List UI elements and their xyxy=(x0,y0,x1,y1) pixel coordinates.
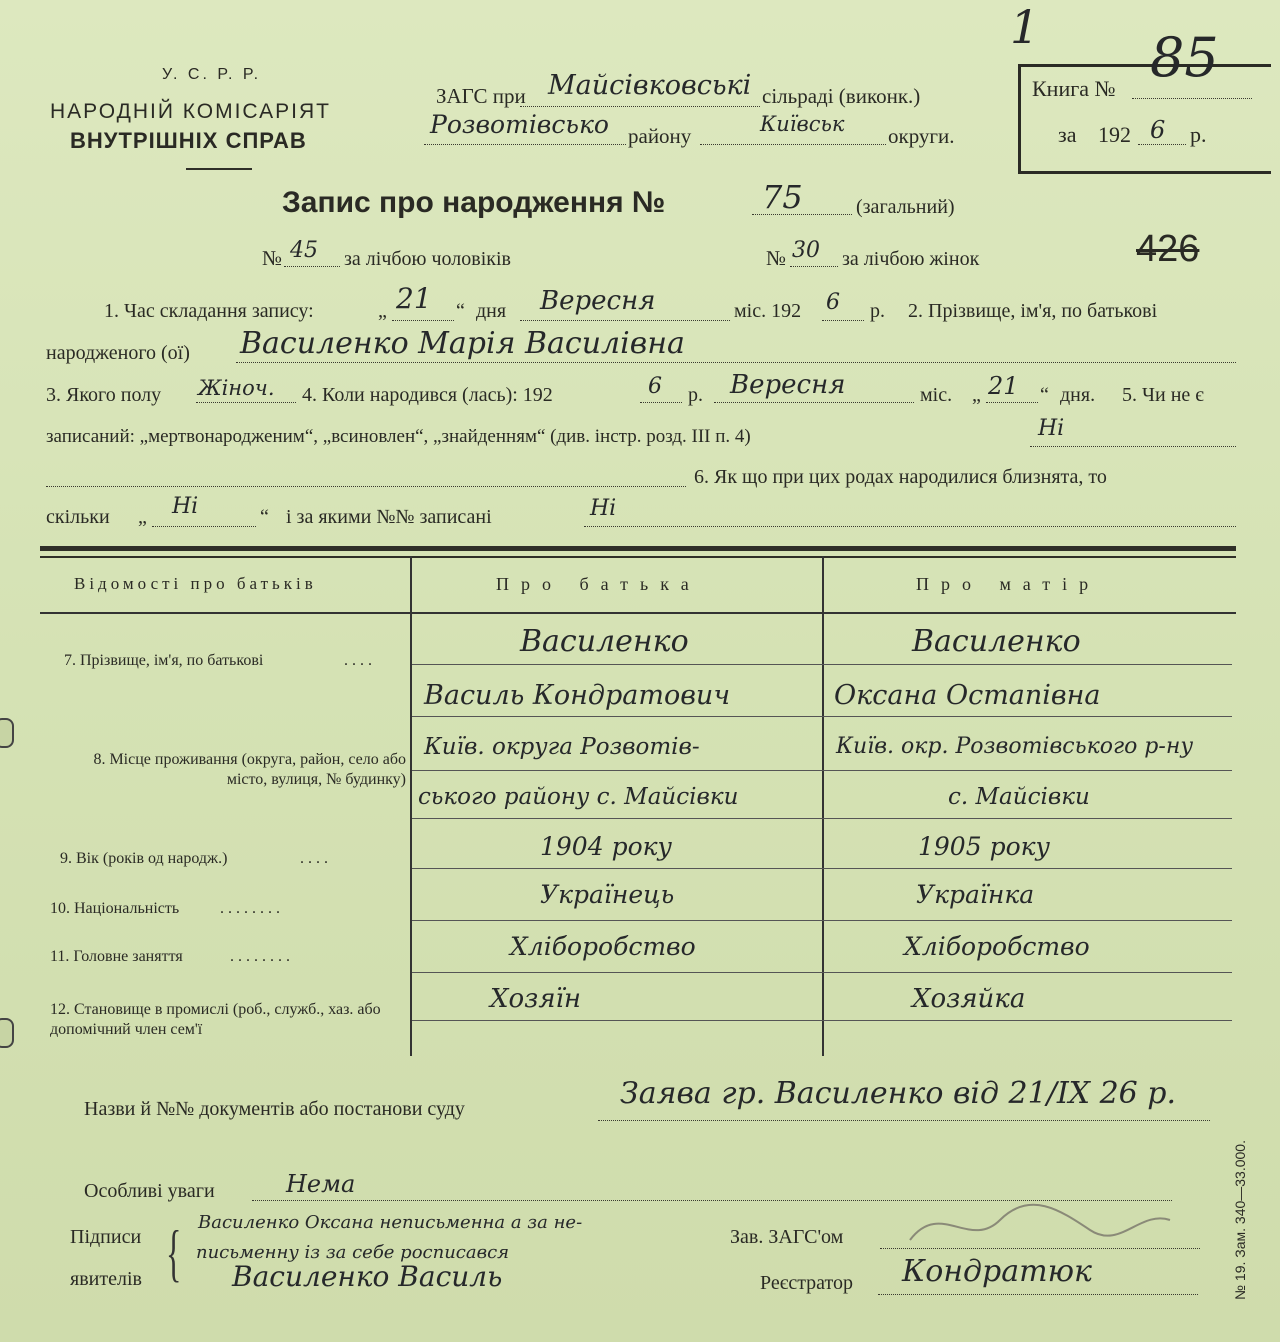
punch-hole xyxy=(0,718,14,748)
underline xyxy=(520,320,730,321)
field4-day: 21 xyxy=(988,372,1019,400)
record-title: Запис про народження № xyxy=(282,186,666,219)
crossed-number: 426 xyxy=(1136,228,1200,270)
zags-prefix: ЗАГС при xyxy=(436,84,526,108)
underline xyxy=(598,1120,1210,1121)
registrar-label: Реєстратор xyxy=(760,1272,854,1294)
field6-value: Ні xyxy=(172,494,199,519)
field4-label: 4. Коли народився (лась): 192 xyxy=(302,384,553,406)
book-year-digit: 6 xyxy=(1150,116,1166,144)
underline xyxy=(152,526,256,527)
record-general-label: (загальний) xyxy=(856,196,955,218)
mother-surname: Василенко xyxy=(912,624,1081,659)
ussr-label: У. С. Р. Р. xyxy=(162,66,262,83)
declarants-label: явителів xyxy=(70,1268,142,1290)
underline xyxy=(640,402,682,403)
table-top-rule xyxy=(40,546,1236,551)
father-occupation: Хліборобство xyxy=(510,932,696,961)
row-rule xyxy=(412,868,1232,869)
underline xyxy=(284,266,340,267)
field5-label: 5. Чи не є xyxy=(1122,384,1204,406)
silradi-label: сільраді (виконк.) xyxy=(762,84,921,108)
commissariat-label: НАРОДНІЙ КОМІСАРІЯТ xyxy=(50,100,331,123)
mother-occupation: Хліборобство xyxy=(904,932,1090,961)
field1-month: Вересня xyxy=(540,286,656,316)
field4-month-label: міс. xyxy=(920,384,953,406)
father-age: 1904 року xyxy=(540,832,673,861)
underline xyxy=(236,362,1236,363)
father-name: Василь Кондратович xyxy=(424,680,731,711)
underline xyxy=(878,1294,1198,1295)
raion-value: Розвотівсько xyxy=(430,110,609,139)
okruha-label: округи. xyxy=(888,124,955,148)
father-residence-2: ського району с. Майсівки xyxy=(418,784,739,810)
document-page: 1 У. С. Р. Р. НАРОДНІЙ КОМІСАРІЯТ ВНУТРІШНІХ СПРАВ ЗАГС при Майсівковські сільраді (виконк.) Розвотівсько району Київськ округи. Книга № 85 за 192 6 р. Запис про народження № 75 (загальний) № 45 за лічбою чоловіків № 30 за лічбою жінок 426 1. Час складання запису: „ 21 “ дня Вересня міс. 192 6 р. 2. Прізвище, ім'я, по батькові народженого (ої) Василенко Марія Василівна 3. Якого полу Жіноч. 4. Коли народився (лась): 192 6 р. Вересня міс. „ 21 “ дня. 5. Чи не є записаний: „мертвонародженим“, „всиновлен“, „знайденням“ (див. інстр. розд. III п. 4) Ні 6. Як що при цих родах народилися близнята, то скільки „ Ні “ і за якими №№ записані Ні Відомості про батьків Про батька Про матір 7. Прізвище, ім'я, по батькові . . . . 8. Місце проживання (округа, район, село або місто, вулиця, № будинку) 9. Вік (років од народж.) . . . . 10. Національність . . . . . . . . 11. Головне заняття . . . . . . . . 12. Становище в промислі (роб., служб., хаз. або допомічний член сем'ї Василенко Василь Кондратович Київ. округа Розвотів- ського району с. Майсівки 1904 року Українець Хліборобство Хозяїн Василенко Оксана Остапівна Київ. окр. Розвотівського р-ну с. Майсівки 1905 року Українка Хліборобство Хозяйка Назви й №№ документів або постанови суду Заява гр. Василенко від 21/IX 26 р. Особливі уваги Нема Підписи явителів { Василенко Оксана неписьменна а за не- письменну із за себе росписався Василенко Василь Зав. ЗАГС'ом Реєстратор Кондратюк № 19. Зам. 340—33.000. xyxy=(0,0,1280,1342)
men-count: 45 xyxy=(290,238,318,263)
signature-line-1: Василенко Оксана неписьменна а за не- xyxy=(198,1212,583,1233)
field1-month-label: міс. 192 xyxy=(734,300,802,322)
field6-records-value: Ні xyxy=(590,496,617,521)
row-rule xyxy=(412,1020,1232,1021)
underline xyxy=(790,266,838,267)
father-surname: Василенко xyxy=(520,624,689,659)
field3-label: 3. Якого полу xyxy=(46,384,162,406)
divider xyxy=(186,168,252,170)
mother-nationality: Українка xyxy=(916,880,1035,909)
underline xyxy=(46,486,686,487)
zags-village: Майсівковські xyxy=(548,70,752,101)
punch-hole xyxy=(0,1018,14,1048)
underline xyxy=(986,402,1038,403)
record-number: 75 xyxy=(762,178,803,216)
book-year-prefix: 192 xyxy=(1098,122,1131,147)
table-top-rule-thin xyxy=(40,556,1236,558)
book-year-r: р. xyxy=(1190,122,1207,147)
mother-residence-1: Київ. окр. Розвотівського р-ну xyxy=(836,734,1194,759)
field5-label2: записаний: „мертвонародженим“, „всиновлен“, „знайденням“ (див. інстр. розд. III п. 4) xyxy=(46,426,751,447)
field6-records-label: і за якими №№ записані xyxy=(286,506,492,528)
field4-year: 6 xyxy=(648,374,662,399)
underline xyxy=(700,144,886,145)
underline xyxy=(1132,98,1252,99)
men-label: за лічбою чоловіків xyxy=(344,248,511,270)
mother-status: Хозяйка xyxy=(912,984,1026,1014)
row-rule xyxy=(412,972,1232,973)
book-year-label: за xyxy=(1058,122,1077,147)
field4-r: р. xyxy=(688,384,703,406)
table-column-divider xyxy=(410,556,412,1056)
row-label-occupation: 11. Головне заняття xyxy=(50,948,183,965)
field6-skilky: скільки xyxy=(46,506,110,528)
side-print: № 19. Зам. 340—33.000. xyxy=(1232,1140,1248,1300)
child-sex: Жіноч. xyxy=(198,376,275,400)
row-label-name: 7. Прізвище, ім'я, по батькові xyxy=(64,652,264,669)
signatures-brace: { xyxy=(166,1217,182,1288)
corner-mark: 1 xyxy=(1010,0,1040,54)
table-column-divider xyxy=(822,556,824,1056)
registrar-signature: Кондратюк xyxy=(902,1254,1092,1289)
father-nationality: Українець xyxy=(540,880,675,909)
book-number: 85 xyxy=(1150,26,1219,89)
head-signature xyxy=(900,1190,1180,1260)
underline xyxy=(1138,144,1186,145)
row-label-nationality: 10. Національність xyxy=(50,900,180,917)
field1-day: 21 xyxy=(396,282,432,315)
field5-value: Ні xyxy=(1038,416,1065,441)
field4-month: Вересня xyxy=(730,370,846,400)
head-label: Зав. ЗАГС'ом xyxy=(730,1226,844,1248)
row-rule xyxy=(412,818,1232,819)
row-label-status: 12. Становище в промислі (роб., служб., хаз. або допомічний член сем'ї xyxy=(50,1001,381,1038)
documents-label: Назви й №№ документів або постанови суду xyxy=(84,1098,465,1120)
field1-day-label: дня xyxy=(476,300,507,322)
father-status: Хозяїн xyxy=(490,984,581,1014)
mother-age: 1905 року xyxy=(918,832,1051,861)
row-rule xyxy=(412,770,1232,771)
underline xyxy=(1030,446,1236,447)
signature-line-3: Василенко Василь xyxy=(232,1260,503,1293)
book-label: Книга № xyxy=(1032,76,1116,101)
table-header-rule xyxy=(40,612,1236,614)
row-label-age: 9. Вік (років од народж.) xyxy=(60,850,228,867)
field6-label: 6. Як що при цих родах народилися близнята, то xyxy=(694,466,1107,488)
row-rule xyxy=(412,920,1232,921)
raion-label: району xyxy=(628,124,692,148)
underline xyxy=(822,320,864,321)
child-name: Василенко Марія Василівна xyxy=(240,326,685,361)
underline xyxy=(520,106,760,107)
field1-label: 1. Час складання запису: xyxy=(104,300,314,322)
mother-residence-2: с. Майсівки xyxy=(948,784,1090,810)
internal-affairs-label: ВНУТРІШНІХ СПРАВ xyxy=(70,128,307,153)
signature-line-2: письменну із за себе росписався xyxy=(196,1242,510,1263)
col-header-info: Відомості про батьків xyxy=(74,574,317,593)
okruha-value: Київськ xyxy=(760,112,845,136)
field1-year: 6 xyxy=(826,290,840,315)
underline xyxy=(584,526,1236,527)
women-count: 30 xyxy=(792,238,820,263)
underline xyxy=(424,144,626,145)
father-residence-1: Київ. округа Розвотів- xyxy=(424,734,700,760)
underline xyxy=(714,402,914,403)
notes-label: Особливі уваги xyxy=(84,1180,215,1202)
signatures-label: Підписи xyxy=(70,1226,142,1248)
row-rule xyxy=(412,716,1232,717)
col-header-mother: Про матір xyxy=(916,574,1101,594)
row-label-residence: 8. Місце проживання (округа, район, село або місто, вулиця, № будинку) xyxy=(93,751,406,788)
field2-label2: народженого (ої) xyxy=(46,342,190,364)
mother-name: Оксана Остапівна xyxy=(834,680,1101,711)
notes-value: Нема xyxy=(286,1170,356,1198)
women-label: за лічбою жінок xyxy=(842,248,980,270)
documents-value: Заява гр. Василенко від 21/IX 26 р. xyxy=(620,1076,1177,1111)
field1-year-r: р. xyxy=(870,300,885,322)
field4-day-label: дня. xyxy=(1060,384,1096,406)
underline xyxy=(392,320,454,321)
underline xyxy=(196,402,296,403)
col-header-father: Про батька xyxy=(496,574,701,594)
field2-label: 2. Прізвище, ім'я, по батькові xyxy=(908,300,1158,322)
row-rule xyxy=(412,664,1232,665)
